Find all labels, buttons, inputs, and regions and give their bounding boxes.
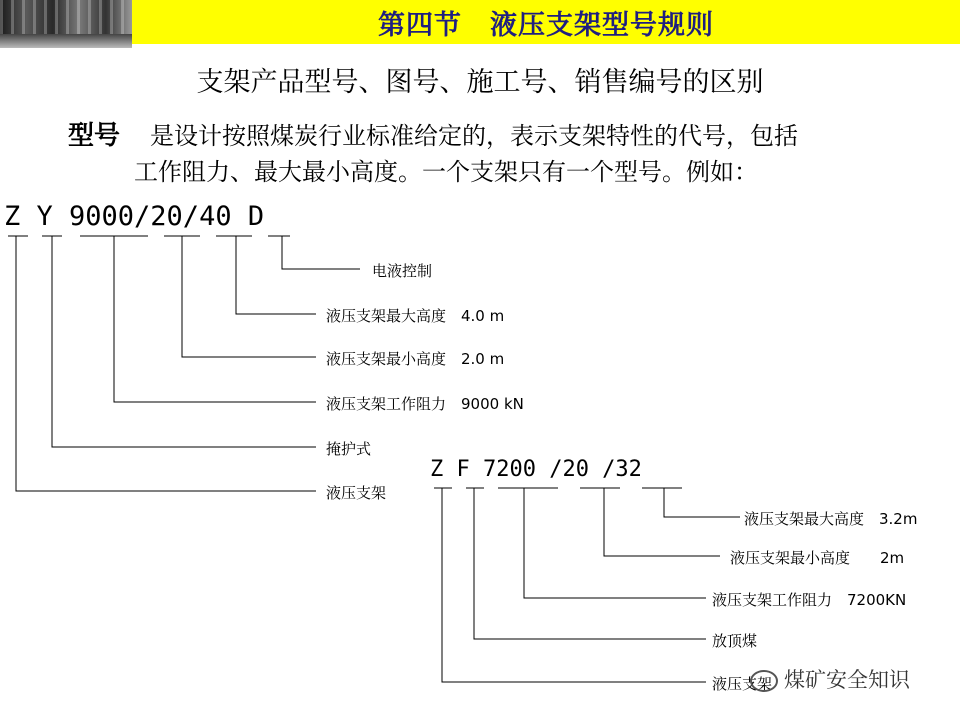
- watermark-text: 煤矿安全知识: [784, 668, 910, 692]
- connector-z1: [16, 236, 316, 491]
- label-resistance-2: 液压支架工作阻力 7200KN: [712, 591, 907, 609]
- connector-9000: [114, 236, 316, 402]
- connector-20: [182, 236, 316, 357]
- connector-d: [282, 236, 360, 269]
- connector-y1: [52, 236, 316, 447]
- subtitle: 支架产品型号、图号、施工号、销售编号的区别: [196, 67, 764, 98]
- definition-term: 型号: [68, 121, 121, 151]
- label-support-1: 液压支架: [326, 484, 387, 502]
- definition-line2: 工作阻力、最大最小高度。一个支架只有一个型号。例如：: [134, 158, 758, 186]
- label-max-height-1: 液压支架最大高度 4.0 m: [326, 307, 505, 325]
- page-title: 第四节 液压支架型号规则: [378, 10, 714, 41]
- label-top-coal: 放顶煤: [712, 632, 758, 650]
- connector-32: [664, 488, 740, 517]
- connector-20-2: [604, 488, 720, 556]
- watermark: [750, 664, 910, 694]
- wechat-icon: [750, 670, 778, 692]
- model-code-2: Z F 7200 /20 /32: [430, 457, 642, 482]
- connector-7200: [524, 488, 706, 598]
- connector-f2: [474, 488, 706, 639]
- label-electro-hydraulic: 电液控制: [372, 262, 433, 280]
- label-min-height-1: 液压支架最小高度 2.0 m: [326, 350, 505, 368]
- label-resistance-1: 液压支架工作阻力 9000 kN: [326, 395, 524, 413]
- connector-40: [236, 236, 316, 314]
- label-shield-type: 掩护式: [326, 440, 372, 458]
- model-code-1: Z Y 9000/20/40 D: [4, 201, 265, 232]
- label-max-height-2: 液压支架最大高度 3.2m: [744, 510, 918, 528]
- definition-line1: 是设计按照煤炭行业标准给定的，表示支架特性的代号，包括: [150, 122, 799, 150]
- label-support-2: 液压支架: [712, 675, 773, 693]
- label-min-height-2: 液压支架最小高度 2m: [730, 549, 905, 567]
